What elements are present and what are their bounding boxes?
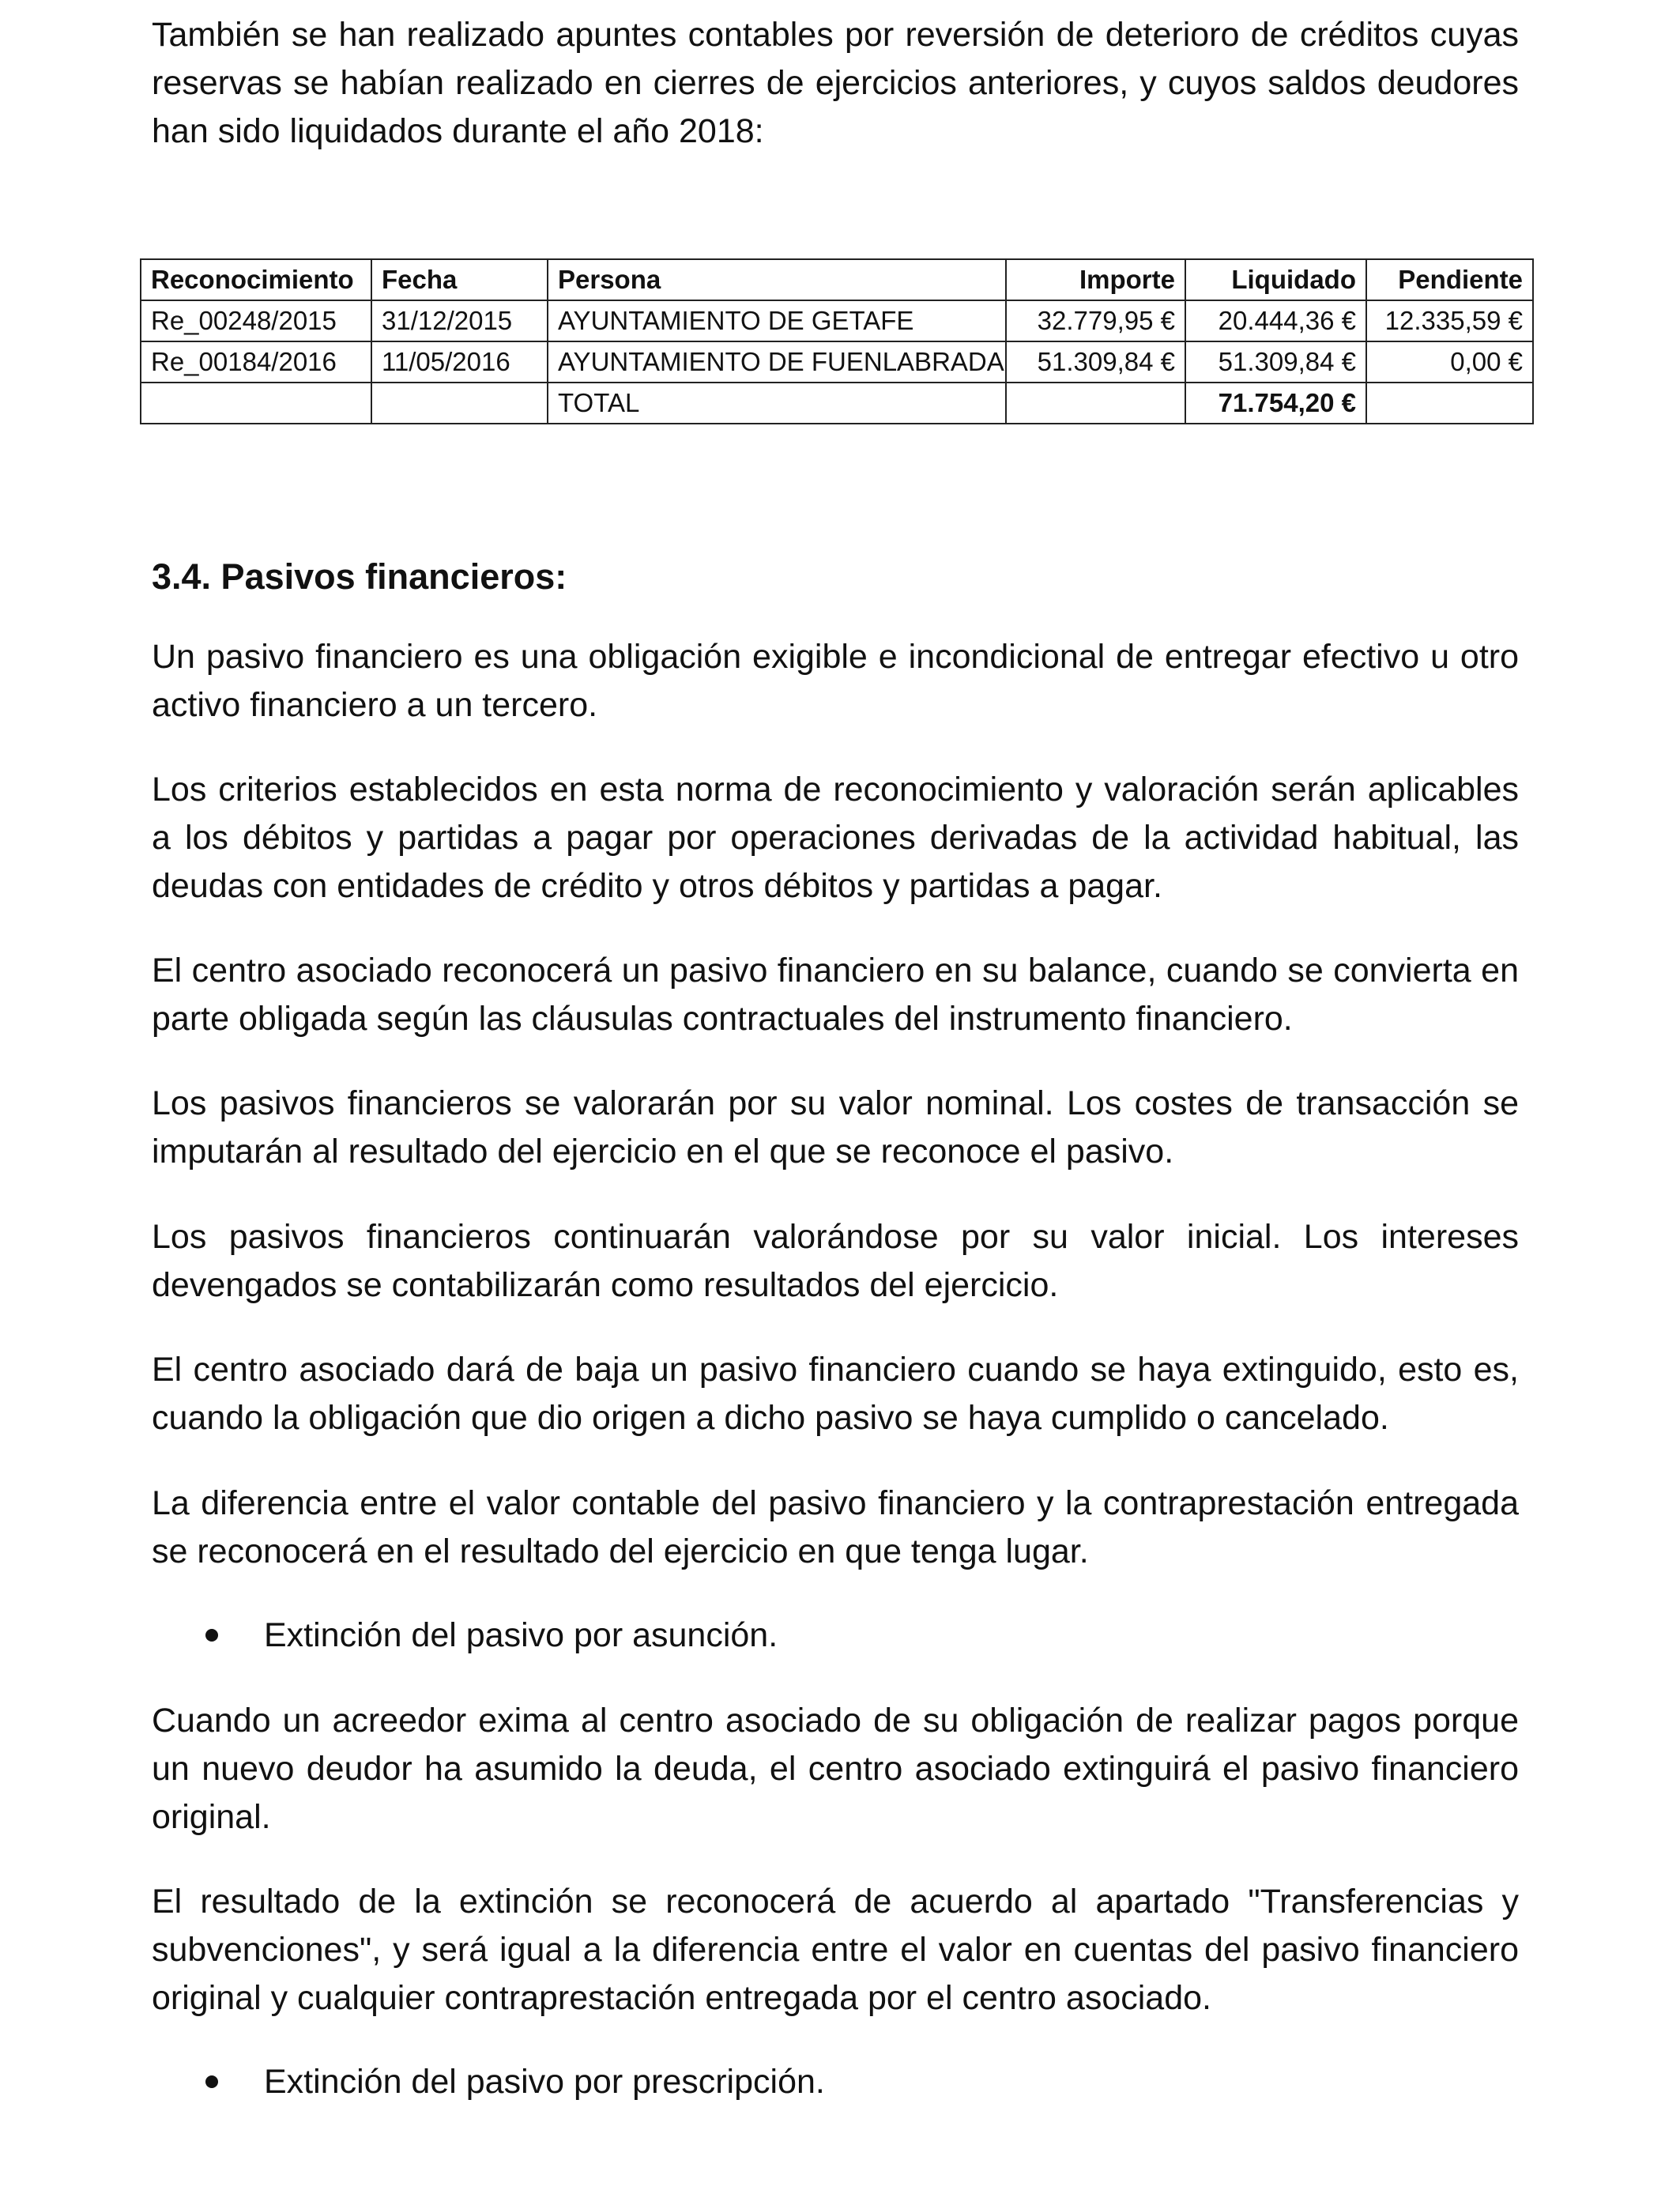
table-header-row [141,259,1533,300]
bullet-text: Extinción del pasivo por prescripción. [264,2063,825,2101]
cell-empty [371,383,548,424]
col-header-reconocimiento: Reconocimiento [141,259,371,300]
paragraph-definition: Un pasivo financiero es una obligación exigible e incondicional de entregar efectivo u otro activo financiero a un tercero. [152,638,1519,724]
cell-reconocimiento: Re_00248/2015 [141,300,371,341]
paragraph-asuncion: Cuando un acreedor exima al centro asociado de su obligación de realizar pagos porque un nuevo deudor ha asumido la deuda, el centro asociado extinguirá el pasivo financiero original. [152,1702,1519,1836]
bullet-text: Extinción del pasivo por asunción. [264,1616,778,1654]
cell-fecha: 31/12/2015 [371,300,548,341]
cell-pendiente: 0,00 € [1366,341,1533,383]
bullet-icon [205,2075,218,2088]
col-header-importe: Importe [1006,259,1185,300]
col-header-pendiente: Pendiente [1366,259,1533,300]
cell-fecha: 11/05/2016 [371,341,548,383]
bullet-item-asuncion [264,1612,778,1660]
cell-reconocimiento: Re_00184/2016 [141,341,371,383]
cell-persona: AYUNTAMIENTO DE FUENLABRADA [548,341,1006,383]
paragraph-subsequent-valuation: Los pasivos financieros continuarán valorándose por su valor inicial. Los intereses devengados se contabilizarán como resultados del ejercicio. [152,1218,1519,1304]
cell-empty [1006,383,1185,424]
receivables-table [140,258,1534,424]
bullet-icon [205,1629,218,1642]
paragraph-criteria: Los criterios establecidos en esta norma de reconocimiento y valoración serán aplicables a los débitos y partidas a pagar por operaciones derivadas de la actividad habitual, las deudas con entidades de crédito y otros débitos y partidas a pagar. [152,771,1519,905]
intro-paragraph: También se han realizado apuntes contables por reversión de deterioro de créditos cuyas reservas se habían realizado en cierres de ejercicios anteriores, y cuyos saldos deudores han sido liquidados durante el año 2018: [152,16,1519,150]
total-label: TOTAL [548,383,1006,424]
cell-importe: 32.779,95 € [1006,300,1185,341]
cell-empty [1366,383,1533,424]
cell-liquidado: 51.309,84 € [1185,341,1366,383]
col-header-fecha: Fecha [371,259,548,300]
col-header-liquidado: Liquidado [1185,259,1366,300]
col-header-persona: Persona [548,259,1006,300]
cell-persona: AYUNTAMIENTO DE GETAFE [548,300,1006,341]
paragraph-resultado-extincion: El resultado de la extinción se reconocerá de acuerdo al apartado "Transferencias y subvenciones", y será igual a la diferencia entre el valor en cuentas del pasivo financiero original y cualquier contraprestación entregada por el centro asociado. [152,1883,1519,2017]
table-row [141,341,1533,383]
section-heading: 3.4. Pasivos financieros: [152,556,567,597]
paragraph-derecognition: El centro asociado dará de baja un pasivo financiero cuando se haya extinguido, esto es, cuando la obligación que dio origen a dicho pasivo se haya cumplido o cancelado. [152,1351,1519,1437]
table-total-row [141,383,1533,424]
table-row [141,300,1533,341]
cell-liquidado: 20.444,36 € [1185,300,1366,341]
bullet-item-prescripcion [264,2058,825,2106]
total-liquidado: 71.754,20 € [1185,383,1366,424]
cell-importe: 51.309,84 € [1006,341,1185,383]
paragraph-difference: La diferencia entre el valor contable del pasivo financiero y la contraprestación entregada se reconocerá en el resultado del ejercicio en que tenga lugar. [152,1484,1519,1570]
cell-empty [141,383,371,424]
cell-pendiente: 12.335,59 € [1366,300,1533,341]
paragraph-valuation: Los pasivos financieros se valorarán por su valor nominal. Los costes de transacción se imputarán al resultado del ejercicio en el que se reconoce el pasivo. [152,1084,1519,1171]
paragraph-recognition: El centro asociado reconocerá un pasivo financiero en su balance, cuando se convierta en parte obligada según las cláusulas contractuales del instrumento financiero. [152,952,1519,1038]
